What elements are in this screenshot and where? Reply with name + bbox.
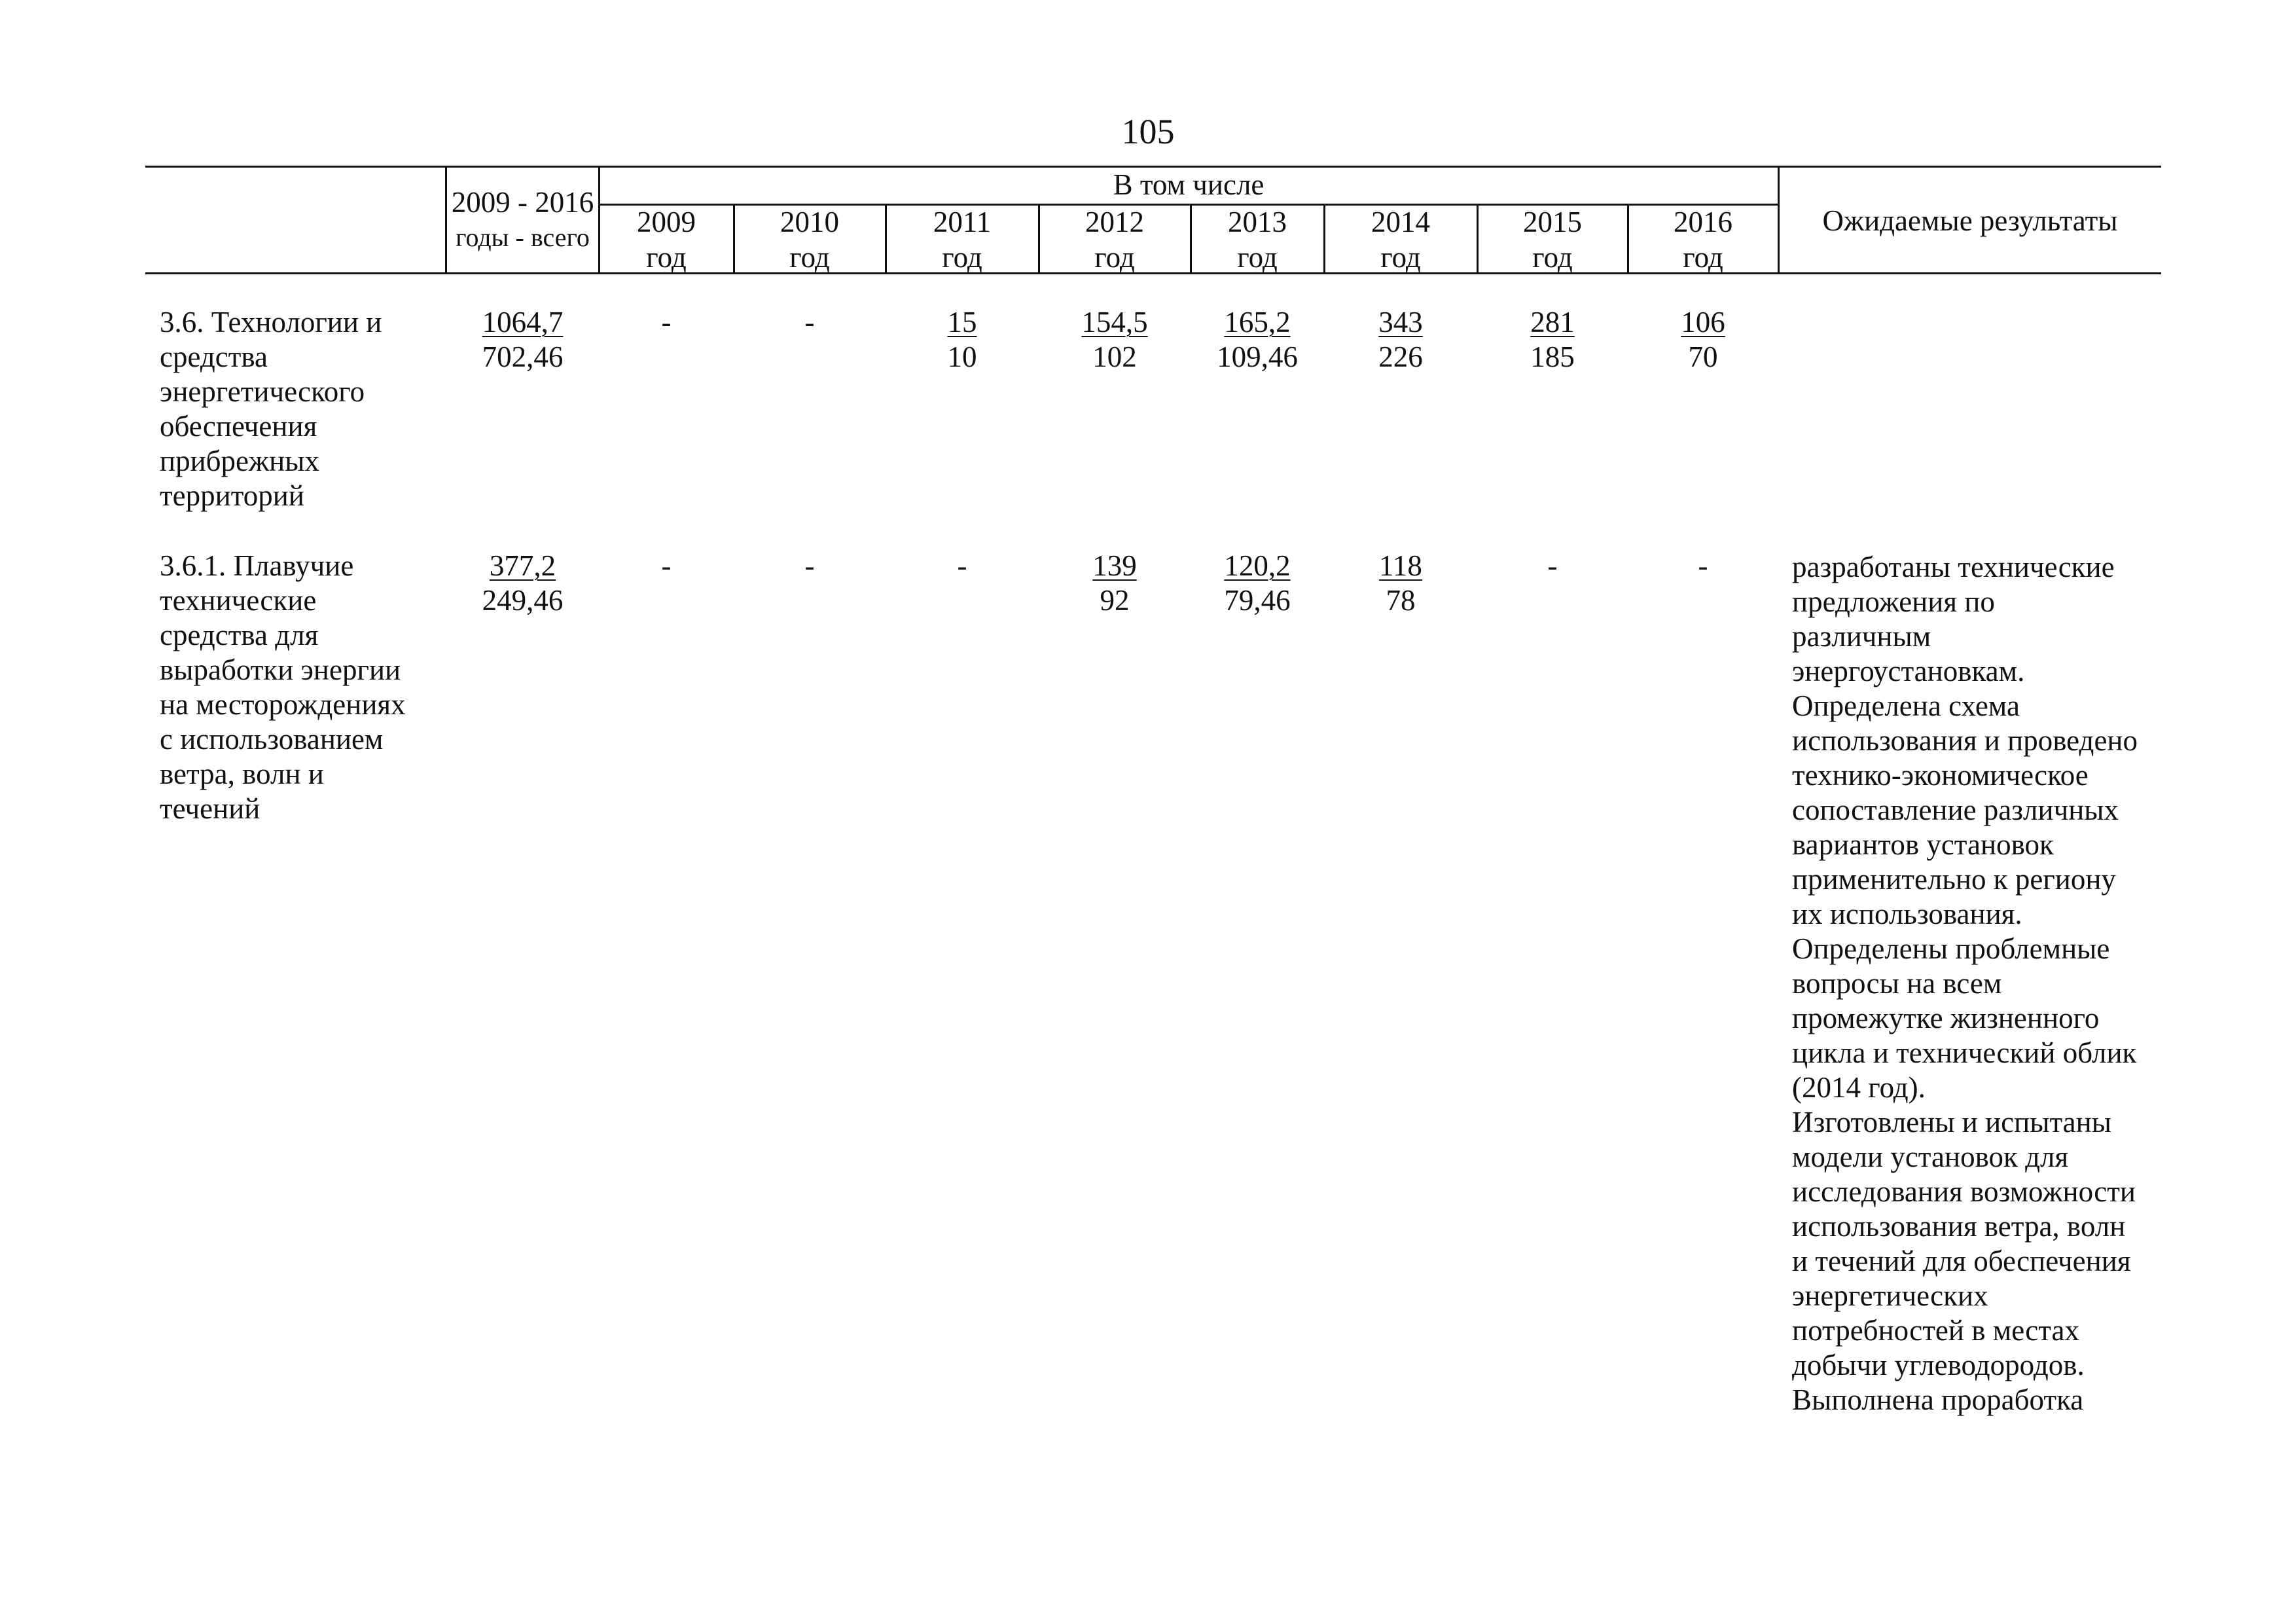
year-cell: -	[957, 549, 967, 582]
year-header: 2009 год	[637, 206, 696, 274]
year-header: 2016 год	[1674, 206, 1732, 274]
results-header: Ожидаемые результаты	[1822, 204, 2118, 237]
year-cell: -	[804, 306, 815, 338]
including-header: В том числе	[1113, 168, 1265, 201]
expected-results-text: разработаны технические предложения по различным энергоустановкам. Определена схема использования и проведено технико-экономическое сопоставление различных вариантов установок применительно к региону их использования. Определены проблемные вопросы на всем промежутке жизненного цикла и технический облик (2014 год). Изготовлены и испытаны модели установок для исследования возможности использования ветра, волн и течений для обеспечения энергетических потребностей в местах добычи углеводородов. Выполнена проработка	[1792, 551, 2138, 1416]
year-cell: -	[1698, 549, 1708, 582]
year-header: 2012 год	[1085, 206, 1144, 274]
row-title: 3.6. Технологии и средства энергетического обеспечения прибрежных территорий	[160, 306, 382, 512]
year-cell: -	[804, 549, 815, 582]
year-cell: 343 226	[1378, 306, 1423, 373]
year-header: 2014 год	[1371, 206, 1430, 274]
year-cell: 139 92	[1092, 549, 1137, 617]
year-cell: 15 10	[947, 306, 977, 373]
year-cell: 120,2 79,46	[1224, 549, 1291, 617]
year-cell: 281 185	[1530, 306, 1575, 373]
row-title: 3.6.1. Плавучие технические средства для выработки энергии на месторождениях с использованием ветра, волн и течений	[160, 549, 406, 825]
year-cell: -	[1547, 549, 1558, 582]
total-header: 2009 - 2016 годы - всего	[451, 186, 594, 252]
year-cell: -	[661, 306, 672, 338]
year-header: 2015 год	[1523, 206, 1582, 274]
total-cell: 377,2 249,46	[482, 549, 564, 617]
year-cell: 154,5 102	[1081, 306, 1148, 373]
year-cell: -	[661, 549, 672, 582]
year-header: 2011 год	[933, 206, 992, 274]
year-header: 2010 год	[780, 206, 839, 274]
total-cell: 1064,7 702,46	[482, 306, 564, 373]
year-cell: 106 70	[1681, 306, 1725, 373]
year-header: 2013 год	[1228, 206, 1287, 274]
year-cell: 118 78	[1379, 549, 1422, 617]
page-number: 105	[1121, 112, 1175, 151]
year-cell: 165,2 109,46	[1217, 306, 1298, 373]
